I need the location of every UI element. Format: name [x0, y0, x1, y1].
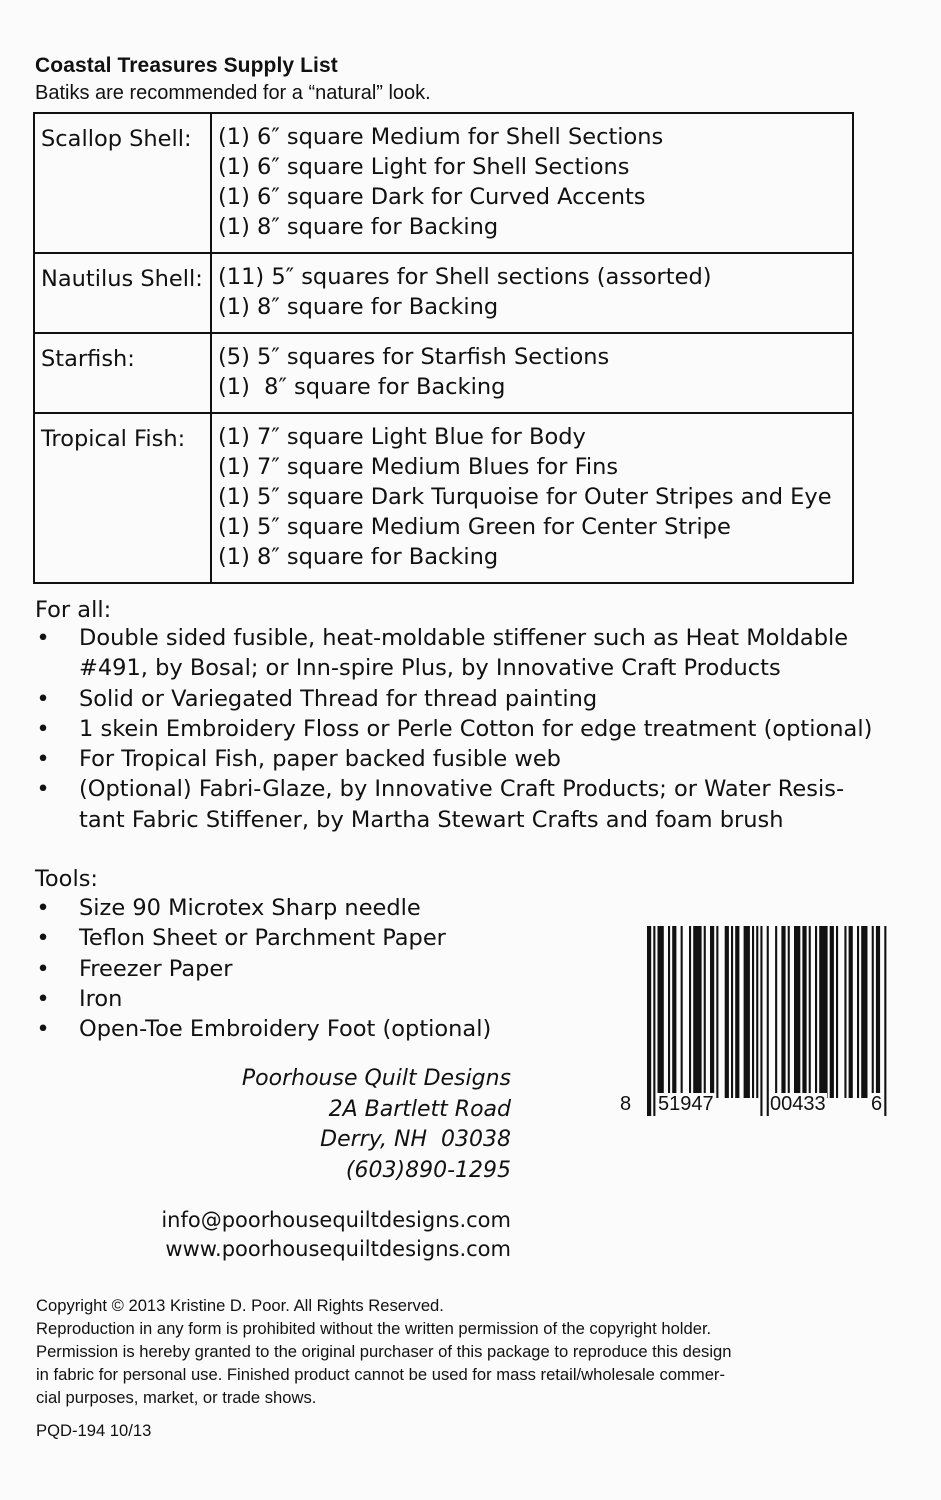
supply-item: (5) 5″ squares for Starfish Sections [218, 344, 610, 370]
barcode-bar [861, 926, 867, 1098]
barcode-bar [672, 926, 676, 1098]
category-items [212, 254, 712, 332]
category-label: Tropical Fish: [35, 414, 212, 582]
copyright-notice [36, 1294, 876, 1409]
barcode-number [620, 1093, 889, 1119]
category-label: Nautilus Shell: [35, 254, 212, 332]
barcode-bar [815, 926, 817, 1098]
supply-item: (1) 6″ square Light for Shell Sections [218, 154, 630, 180]
supply-item: (1) 8″ square for Backing [218, 544, 499, 570]
barcode-bar [844, 926, 846, 1098]
barcode-bar [710, 926, 714, 1098]
barcode-bar [653, 926, 655, 1116]
supply-item: (1) 7″ square Medium Blues for Fins [218, 454, 619, 480]
tools-list [35, 893, 491, 1044]
barcode-bar [658, 926, 664, 1098]
barcode-bar [857, 926, 859, 1098]
copyright-line: Copyright © 2013 Kristine D. Poor. All Rights Reserved. [36, 1296, 444, 1315]
list-item-continuation: #491, by Bosal; or Inn-spire Plus, by Innovative Craft Products [79, 655, 781, 682]
supply-item: (1) 6″ square Dark for Curved Accents [218, 184, 646, 210]
copyright-line: in fabric for personal use. Finished product cannot be used for mass retail/wholesale commer- [36, 1365, 725, 1384]
bullet-icon: • [36, 625, 50, 651]
barcode-bar [668, 926, 670, 1098]
barcode-bar [725, 926, 729, 1098]
barcode-bar [716, 926, 718, 1098]
bullet-icon: • [36, 746, 50, 773]
copyright-line: cial purposes, market, or trade shows. [36, 1388, 317, 1407]
list-item: • Open-Toe Embroidery Foot (optional) [35, 1014, 491, 1044]
barcode-bar [689, 926, 691, 1098]
barcode-bar [849, 926, 853, 1098]
barcode-bar [775, 926, 777, 1098]
list-item: • 1 skein Embroidery Floss or Perle Cotton for edge treatment (optional) [35, 714, 872, 744]
barcode-bar [693, 926, 701, 1098]
email-address: info@poorhousequiltdesigns.com [161, 1208, 511, 1232]
bullet-icon: • [36, 1016, 50, 1043]
bullet-icon: • [36, 685, 50, 712]
barcode-bar [735, 926, 739, 1098]
page-subtitle: Batiks are recommended for a “natural” look. [35, 82, 431, 104]
barcode-bar [809, 926, 811, 1098]
list-item: • Size 90 Microtex Sharp needle [35, 893, 491, 923]
supply-item: (1) 5″ square Medium Green for Center Stripe [218, 514, 731, 540]
supply-item: (1) 8″ square for Backing [218, 214, 499, 240]
company-address [242, 1064, 511, 1186]
list-item: • Solid or Variegated Thread for thread painting [35, 684, 872, 714]
list-item: • Freezer Paper [35, 954, 491, 984]
company-name: Poorhouse Quilt Designs [241, 1066, 511, 1091]
barcode-bar [767, 926, 769, 1116]
phone-number: (603)890-1295 [345, 1157, 511, 1183]
barcode-bar [872, 926, 874, 1098]
barcode-bar [704, 926, 706, 1098]
list-item: • Iron [35, 984, 491, 1014]
barcode-bar [752, 926, 754, 1098]
barcode-digit-group: 6 [871, 1093, 883, 1115]
for-all-heading: For all: [35, 597, 112, 623]
list-item: • Double sided fusible, heat-moldable stiffener such as Heat Moldable [35, 623, 872, 653]
table-row-starfish [35, 332, 852, 412]
supply-item: (1) 6″ square Medium for Shell Sections [218, 124, 664, 150]
bullet-icon: • [36, 925, 50, 952]
barcode-bar [794, 926, 800, 1098]
tools-heading: Tools: [35, 866, 99, 892]
table-row-tropical-fish [35, 412, 852, 582]
barcode-bar [731, 926, 733, 1098]
list-item: • Teflon Sheet or Parchment Paper [35, 923, 491, 953]
copyright-line: Reproduction in any form is prohibited without the written permission of the copyright holder. [36, 1319, 712, 1338]
barcode-bar [760, 926, 762, 1116]
bullet-icon: • [36, 776, 50, 803]
barcode-bar [647, 926, 651, 1116]
barcode-digit-group: 51947 [658, 1093, 714, 1115]
table-row-scallop-shell [35, 114, 852, 252]
list-item: • For Tropical Fish, paper backed fusible web [35, 744, 872, 774]
contact-info [161, 1206, 511, 1263]
page-title: Coastal Treasures Supply List [35, 54, 338, 77]
barcode-bar [744, 926, 750, 1098]
barcode-image [627, 922, 889, 1122]
barcode-bar [830, 926, 834, 1098]
supply-item: (1) 8″ square for Backing [218, 374, 506, 400]
supply-item: (1) 8″ square for Backing [218, 294, 499, 320]
bullet-icon: • [36, 955, 50, 982]
barcode-bar [781, 926, 785, 1098]
category-items [212, 414, 832, 582]
city-state-zip: Derry, NH 03038 [320, 1127, 511, 1152]
category-label: Starfish: [35, 334, 212, 412]
barcode-bar [876, 926, 880, 1098]
bullet-icon: • [36, 985, 50, 1012]
table-row-nautilus-shell [35, 252, 852, 332]
supply-item: (1) 7″ square Light Blue for Body [218, 424, 586, 450]
supply-item: (1) 5″ square Dark Turquoise for Outer Stripes and Eye [218, 484, 832, 510]
barcode-bar [884, 926, 886, 1116]
website-address: www.poorhousequiltdesigns.com [165, 1236, 511, 1261]
supply-table [33, 112, 854, 584]
product-code: PQD-194 10/13 [36, 1421, 152, 1440]
list-item-continuation: tant Fabric Stiffener, by Martha Stewart Crafts and foam brush [79, 806, 784, 833]
barcode-bar [802, 926, 806, 1098]
barcode-digit-group: 8 [620, 1093, 632, 1115]
category-label: Scallop Shell: [35, 114, 212, 252]
barcode-bar [819, 926, 827, 1098]
barcode-bar [836, 926, 838, 1098]
supply-item: (11) 5″ squares for Shell sections (assorted) [218, 264, 712, 290]
barcode-digit-group: 00433 [770, 1093, 826, 1115]
category-items [212, 334, 609, 412]
bullet-icon: • [36, 895, 50, 921]
street-address: 2A Bartlett Road [328, 1096, 511, 1122]
for-all-list [35, 623, 872, 835]
category-items [212, 114, 663, 252]
barcode-bar [788, 926, 790, 1098]
barcode-bar [681, 926, 683, 1098]
barcode-bar [756, 926, 758, 1098]
bullet-icon: • [36, 715, 50, 742]
copyright-line: Permission is hereby granted to the original purchaser of this package to reproduce this design [36, 1342, 732, 1361]
list-item: • (Optional) Fabri-Glaze, by Innovative Craft Products; or Water Resis- [35, 774, 872, 804]
